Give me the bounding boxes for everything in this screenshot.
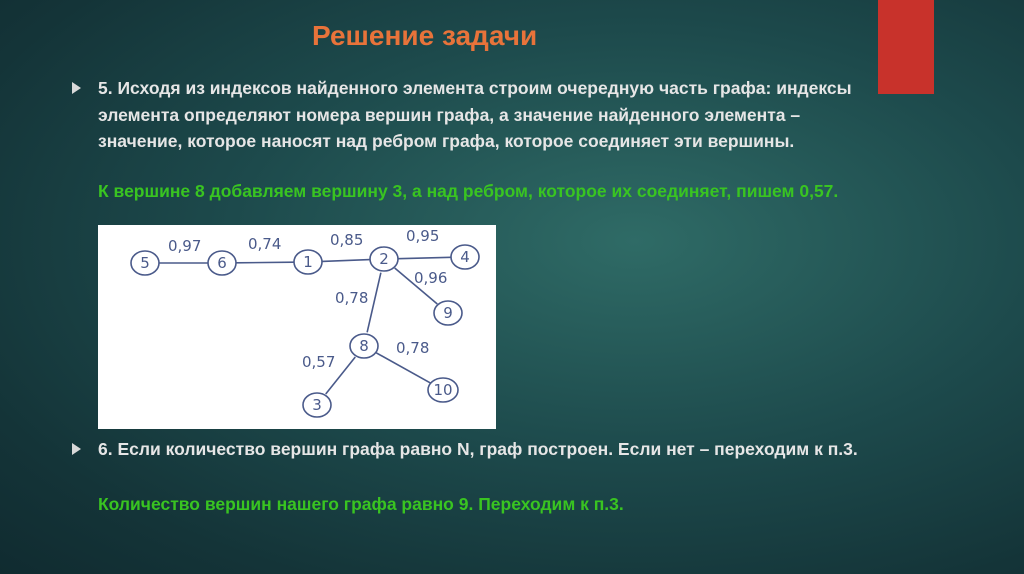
graph-node-label: 3 <box>312 396 322 414</box>
graph-edge <box>236 262 294 263</box>
graph-node-label: 6 <box>217 254 227 272</box>
graph-node-label: 5 <box>140 254 150 272</box>
graph-svg <box>98 225 496 429</box>
bullet-arrow-icon <box>72 82 81 94</box>
edge-weight-label: 0,96 <box>414 269 448 287</box>
graph-edge <box>376 353 431 383</box>
graph-node-label: 10 <box>433 381 453 399</box>
graph-node-label: 8 <box>359 337 369 355</box>
edge-weight-label: 0,95 <box>406 227 440 245</box>
edge-weight-label: 0,74 <box>248 235 282 253</box>
edge-weight-label: 0,85 <box>330 231 364 249</box>
graph-node-label: 9 <box>443 304 453 322</box>
step5-text: 5. Исходя из индексов найденного элемента строим очередную часть графа: индексы элемента определяют номера вершин графа, а значение найденного элемента – значение, которое наносят над ребром графа, которое соединяет эти вершины. <box>98 78 852 151</box>
edge-weight-label: 0,78 <box>335 289 369 307</box>
step6-highlight: Количество вершин нашего графа равно 9. Переходим к п.3. <box>98 494 624 514</box>
graph-node-label: 2 <box>379 250 389 268</box>
graph-node-label: 1 <box>303 253 313 271</box>
graph-edge <box>367 273 381 333</box>
accent-bar <box>878 0 934 94</box>
edge-weight-label: 0,78 <box>396 339 430 357</box>
graph-node-label: 4 <box>460 248 470 266</box>
edge-weight-label: 0,97 <box>168 237 202 255</box>
slide-title: Решение задачи <box>312 20 538 51</box>
graph-edge <box>398 257 451 258</box>
step5-highlight: К вершине 8 добавляем вершину 3, а над ребром, которое их соединяет, пишем 0,57. <box>98 181 839 201</box>
bullet-arrow-icon <box>72 443 81 455</box>
step6-text: 6. Если количество вершин графа равно N, граф построен. Если нет – переходим к п.3. <box>98 439 858 459</box>
graph-edge <box>322 260 370 262</box>
graph-image <box>98 225 496 429</box>
edge-weight-label: 0,57 <box>302 353 336 371</box>
